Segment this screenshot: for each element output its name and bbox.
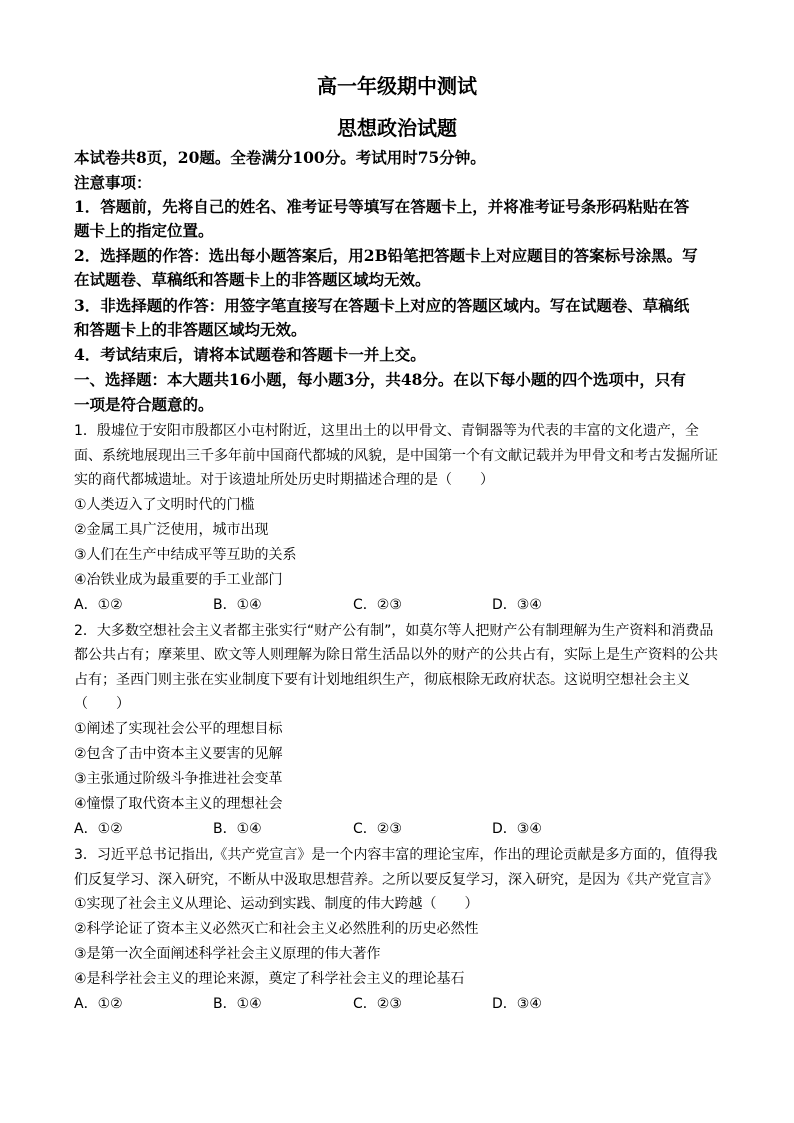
question-1-statement: ①人类迈入了文明时代的门槛 [74, 497, 255, 513]
question-1-option-a: A．①② [74, 597, 123, 613]
question-3-option-c: C．②③ [353, 996, 402, 1012]
question-3-stem: 们反复学习、深入研究，不断从中汲取思想营养。之所以要反复学习，深入研究，是因为《共产党宣言》 [74, 872, 718, 888]
question-2-statement: ①阐述了实现社会公平的理想目标 [74, 721, 283, 737]
question-2-stem: 2．大多数空想社会主义者都主张实行“财产公有制”，如莫尔等人把财产公有制理解为生产资料和消费品 [74, 623, 714, 639]
question-1-stem: 1．殷墟位于安阳市殷都区小屯村附近，这里出土的以甲骨文、青铜器等为代表的丰富的文化遗产，全 [74, 423, 699, 439]
exam-summary: 本试卷共8页，20题。全卷满分100分。考试用时75分钟。 [74, 148, 486, 167]
question-1-option-d: D．③④ [492, 597, 542, 613]
notice-line: 题卡上的指定位置。 [74, 221, 214, 240]
question-3-option-a: A．①② [74, 996, 123, 1012]
question-3-option-d: D．③④ [492, 996, 542, 1012]
question-3-statement: ④是科学社会主义的理论来源，奠定了科学社会主义的理论基石 [74, 971, 465, 987]
question-3-statement: ③是第一次全面阐述科学社会主义原理的伟大著作 [74, 946, 381, 962]
section-heading: 一、选择题：本大题共16小题，每小题3分，共48分。在以下每小题的四个选项中，只有 [74, 370, 686, 389]
question-2-stem: 占有；圣西门则主张在实业制度下要有计划地组织生产，彻底根除无政府状态。这说明空想社会主义 [74, 672, 690, 688]
exam-subtitle: 思想政治试题 [337, 116, 457, 140]
question-2-stem: 都公共占有；摩莱里、欧文等人则理解为除日常生活品以外的财产的公共占有，实际上是生产资料的公共 [74, 647, 718, 663]
question-3-stem: 3．习近平总书记指出,《共产党宣言》是一个内容丰富的理论宝库，作出的理论贡献是多方面的，值得我 [74, 847, 718, 863]
section-heading: 一项是符合题意的。 [74, 395, 214, 414]
question-2-statement: ④憧憬了取代资本主义的理想社会 [74, 796, 283, 812]
question-2-statement: ③主张通过阶级斗争推进社会变革 [74, 771, 283, 787]
notice-line: 4．考试结束后，请将本试题卷和答题卡一并上交。 [74, 345, 426, 364]
notice-line: 3．非选择题的作答：用签字笔直接写在答题卡上对应的答题区域内。写在试题卷、草稿纸 [74, 296, 690, 315]
question-1-statement: ③人们在生产中结成平等互助的关系 [74, 547, 297, 563]
notice-line: 和答题卡上的非答题区域均无效。 [74, 320, 307, 339]
notice-line: 2．选择题的作答：选出每小题答案后，用2B铅笔把答题卡上对应题目的答案标号涂黑。写 [74, 246, 698, 265]
question-1-stem: 实的商代都城遗址。对于该遗址所处历史时期描述合理的是（ ） [74, 472, 494, 488]
question-2-option-b: B．①④ [213, 821, 262, 837]
question-1-statement: ④冶铁业成为最重要的手工业部门 [74, 572, 283, 588]
exam-title: 高一年级期中测试 [317, 74, 477, 98]
question-1-stem: 面、系统地展现出三千多年前中国商代都城的风貌，是中国第一个有文献记载并为甲骨文和考古发掘所证 [74, 448, 718, 464]
question-1-option-b: B．①④ [213, 597, 262, 613]
notice-heading: 注意事项： [74, 173, 152, 192]
question-3-statement: ②科学论证了资本主义必然灭亡和社会主义必然胜利的历史必然性 [74, 921, 479, 937]
question-2-stem: （ ） [74, 696, 130, 712]
question-3-option-b: B．①④ [213, 996, 262, 1012]
question-2-option-c: C．②③ [353, 821, 402, 837]
question-1-option-c: C．②③ [353, 597, 402, 613]
question-2-option-d: D．③④ [492, 821, 542, 837]
question-2-statement: ②包含了击中资本主义要害的见解 [74, 746, 283, 762]
notice-line: 在试题卷、草稿纸和答题卡上的非答题区域均无效。 [74, 270, 431, 289]
notice-line: 1．答题前，先将自己的姓名、准考证号等填写在答题卡上，并将准考证号条形码粘贴在答 [74, 197, 690, 216]
question-3-statement: ①实现了社会主义从理论、运动到实践、制度的伟大跨越（ ） [74, 896, 479, 912]
question-2-option-a: A．①② [74, 821, 123, 837]
question-1-statement: ②金属工具广泛使用，城市出现 [74, 522, 269, 538]
